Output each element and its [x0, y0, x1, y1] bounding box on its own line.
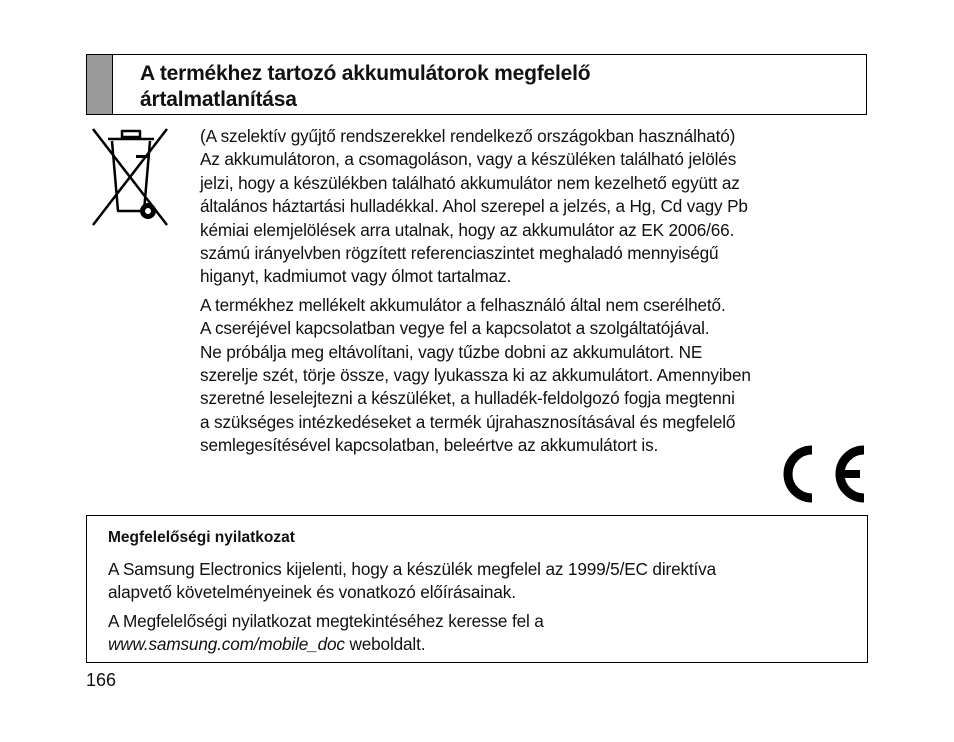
section-title-line-2: ártalmatlanítása: [140, 88, 297, 111]
text-line: a szükséges intézkedéseket a termék újrahasznosításával és megfelelő: [200, 411, 736, 432]
text-line: szeretné leselejtezni a készüléket, a hulladék-feldolgozó fogja megtenni: [200, 388, 735, 409]
text-line: szerelje szét, törje össze, vagy lyukassza ki az akkumulátort. Amennyiben: [200, 365, 751, 386]
section-title-box: [86, 54, 867, 115]
declaration-title: Megfelelőségi nyilatkozat: [108, 529, 295, 546]
text-line: Ne próbálja meg eltávolítani, vagy tűzbe dobni az akkumulátort. NE: [200, 341, 703, 362]
text-line: általános háztartási hulladékkal. Ahol szerepel a jelzés, a Hg, Cd vagy Pb: [200, 196, 748, 217]
text-line: alapvető követelményeinek és vonatkozó előírásainak.: [108, 582, 516, 603]
title-accent-bar: [87, 55, 113, 114]
text-line: Az akkumulátoron, a csomagoláson, vagy a készüléken található jelölés: [200, 149, 737, 170]
text-line: A Samsung Electronics kijelenti, hogy a készülék megfelel az 1999/5/EC direktíva: [108, 559, 717, 579]
text-line: A cseréjével kapcsolatban vegye fel a kapcsolatot a szolgáltatójával.: [200, 318, 710, 339]
paragraph-1: [200, 125, 865, 289]
section-title: [140, 61, 830, 113]
declaration-box: [86, 515, 868, 663]
crossed-out-wheelie-bin-icon: [92, 127, 168, 227]
samsung-doc-link[interactable]: www.samsung.com/mobile_doc: [108, 634, 345, 655]
paragraph-2: [200, 294, 865, 458]
text-line: weboldalt.: [344, 634, 426, 655]
text-line: jelzi, hogy a készülékben található akkumulátor nem kezelhető együtt az: [200, 172, 740, 193]
text-line: A Megfelelőségi nyilatkozat megtekintéséhez keresse fel a: [108, 611, 544, 631]
declaration-paragraph-1: [108, 558, 848, 605]
page-number: 166: [86, 670, 117, 690]
text-line: számú irányelvben rögzített referenciaszintet meghaladó mennyiségű: [200, 243, 719, 264]
text-line: kémiai elemjelölések arra utalnak, hogy az akkumulátor az EK 2006/66.: [200, 219, 735, 240]
ce-mark-icon: [772, 440, 870, 508]
battery-disposal-text: [200, 125, 865, 463]
text-line: A termékhez mellékelt akkumulátor a felhasználó által nem cserélhető.: [200, 294, 726, 315]
text-line: higanyt, kadmiumot vagy ólmot tartalmaz.: [200, 266, 512, 287]
declaration-paragraph-2: [108, 610, 848, 657]
text-line: (A szelektív gyűjtő rendszerekkel rendelkező országokban használható): [200, 126, 736, 146]
section-title-line-1: A termékhez tartozó akkumulátorok megfelelő: [140, 62, 591, 85]
text-line: semlegesítésével kapcsolatban, beleértve az akkumulátort is.: [200, 435, 659, 456]
